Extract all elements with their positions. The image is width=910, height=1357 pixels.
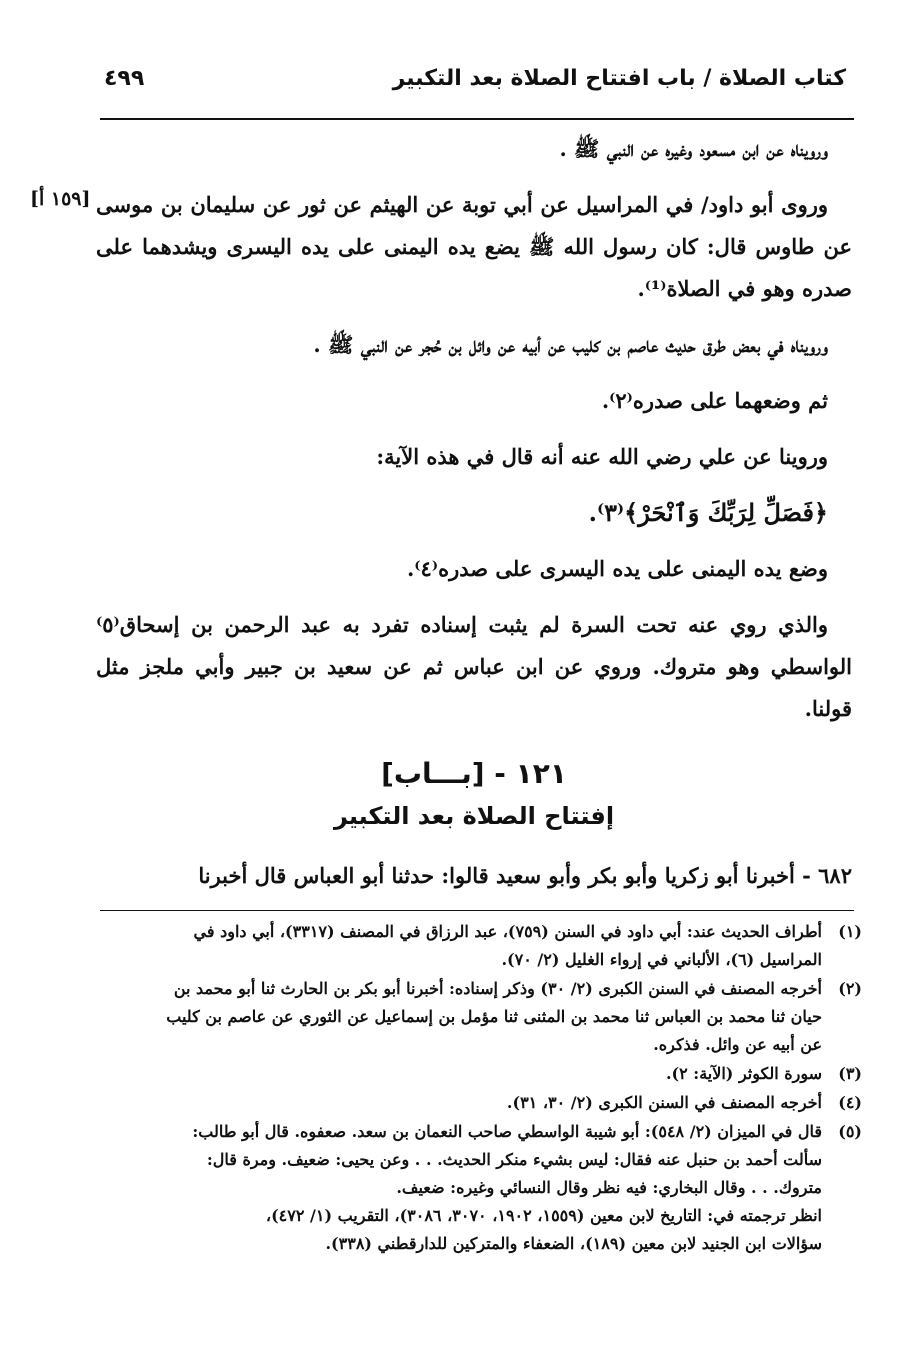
footnote	[90, 1060, 862, 1088]
footnote-line: عن أبيه عن وائل. فذكره.	[653, 1035, 822, 1054]
footnote-line: سألت أحمد بن حنبل عنه فقال: ليس بشيء منكر الحديث. . . وعن يحيى: ضعيف. ومرة قال:	[206, 1150, 822, 1169]
paragraph: ورويناه في بعض طرق حديث عاصم بن كليب عن أبيه عن وائل بن حُجر عن النبي ﷺ .	[313, 332, 828, 357]
chapter-title: إفتتاح الصلاة بعد التكبير	[333, 802, 615, 830]
footnote-number: (٥)	[838, 1122, 862, 1141]
footnote-number: (٤)	[838, 1093, 862, 1112]
header-rule	[100, 118, 854, 120]
footnote-line: أطراف الحديث عند: أبي داود في السنن (٧٥٩)، عبد الرزاق في المصنف (٣٣١٧)، أبي داود في	[193, 922, 822, 941]
footnote-line: أخرجه المصنف في السنن الكبرى (٢/ ٣٠) وذكر إسناده: أخبرنا أبو بكر بن الحارث ثنا أبو محمد بن	[173, 979, 822, 998]
page-number: ٤٩٩	[104, 66, 145, 91]
footnote	[90, 918, 862, 974]
footnote-line: قال في الميزان (٢/ ٥٤٨): أبو شيبة الواسطي صاحب النعمان بن سعد. صعفوه. قال أبو طالب:	[192, 1122, 822, 1141]
paragraph: وروينا عن علي رضي الله عنه أنه قال في هذه الآية:	[376, 444, 828, 469]
chapter-number: ١٢١ - [بـــاب]	[381, 757, 567, 790]
footnote	[90, 1089, 862, 1117]
paragraph: وضع يده اليمنى على يده اليسرى على صدره⁽٤⁾.	[406, 556, 828, 581]
footnote-line: أخرجه المصنف في السنن الكبرى (٢/ ٣٠، ٣١).	[506, 1093, 822, 1112]
footnote-number: (٣)	[838, 1064, 862, 1083]
footnote-number: (١)	[838, 922, 862, 941]
header-title: كتاب الصلاة / باب افتتاح الصلاة بعد التكبير	[392, 66, 846, 91]
footnote-number: (٢)	[838, 979, 862, 998]
footnote-line: متروك. . . وقال البخاري: فيه نظر وقال النسائي وغيره: ضعيف.	[396, 1178, 822, 1197]
margin-manuscript-note: [١٥٩ أ]	[30, 188, 91, 210]
running-header	[104, 66, 846, 106]
paragraph: ثم وضعهما على صدره⁽٢⁾.	[601, 388, 828, 413]
paragraph: وروى أبو داود/ في المراسيل عن أبي توبة عن الهيثم عن ثور عن سليمان بن موسى عن طاوس قال: كان رسول الله ﷺ يضع يده اليمنى على يده اليسرى ويشدهما على صدره وهو في الصلاة⁽¹⁾.	[96, 192, 852, 301]
footnote-line: حيان ثنا محمد بن العباس ثنا محمد بن المثنى ثنا مؤمل بن إسماعيل عن الثوري عن عاصم بن كليب	[166, 1007, 822, 1026]
chapter-heading	[96, 752, 852, 836]
footnote-line: سؤالات ابن الجنيد لابن معين (١٨٩)، الضعفاء والمتركين للدارقطني (٣٣٨).	[325, 1234, 822, 1253]
paragraph: ورويناه عن ابن مسعود وغيره عن النبي ﷺ .	[559, 136, 828, 161]
quran-verse: ﴿فَصَلِّ لِرَبِّكَ وَٱنْحَرْ﴾⁽٣⁾.	[588, 498, 828, 527]
hadith-opening-line: ٦٨٢ - أخبرنا أبو زكريا وأبو بكر وأبو سعيد قالوا: حدثنا أبو العباس قال أخبرنا	[198, 863, 852, 888]
footnote	[90, 1118, 862, 1258]
footnote-rule	[100, 910, 854, 911]
paragraph: والذي روي عنه تحت السرة لم يثبت إسناده تفرد به عبد الرحمن بن إسحاق⁽٥⁾ الواسطي وهو متروك. وروي عن ابن عباس ثم عن سعيد بن جبير وأبي ملجز مثل قولنا.	[96, 612, 852, 721]
main-text	[96, 128, 852, 744]
footnote-line: انظر ترجمته في: التاريخ لابن معين (١٥٥٩، ١٩٠٢، ٣٠٧٠، ٣٠٨٦)، التقريب (١/ ٤٧٢)،	[265, 1206, 822, 1225]
footnote-line: سورة الكوثر (الآية: ٢).	[665, 1064, 822, 1083]
footnote-line: المراسيل (٦)، الألباني في إرواء الغليل (٢/ ٧٠).	[501, 950, 822, 969]
footnote	[90, 975, 862, 1059]
footnotes	[90, 918, 862, 1259]
